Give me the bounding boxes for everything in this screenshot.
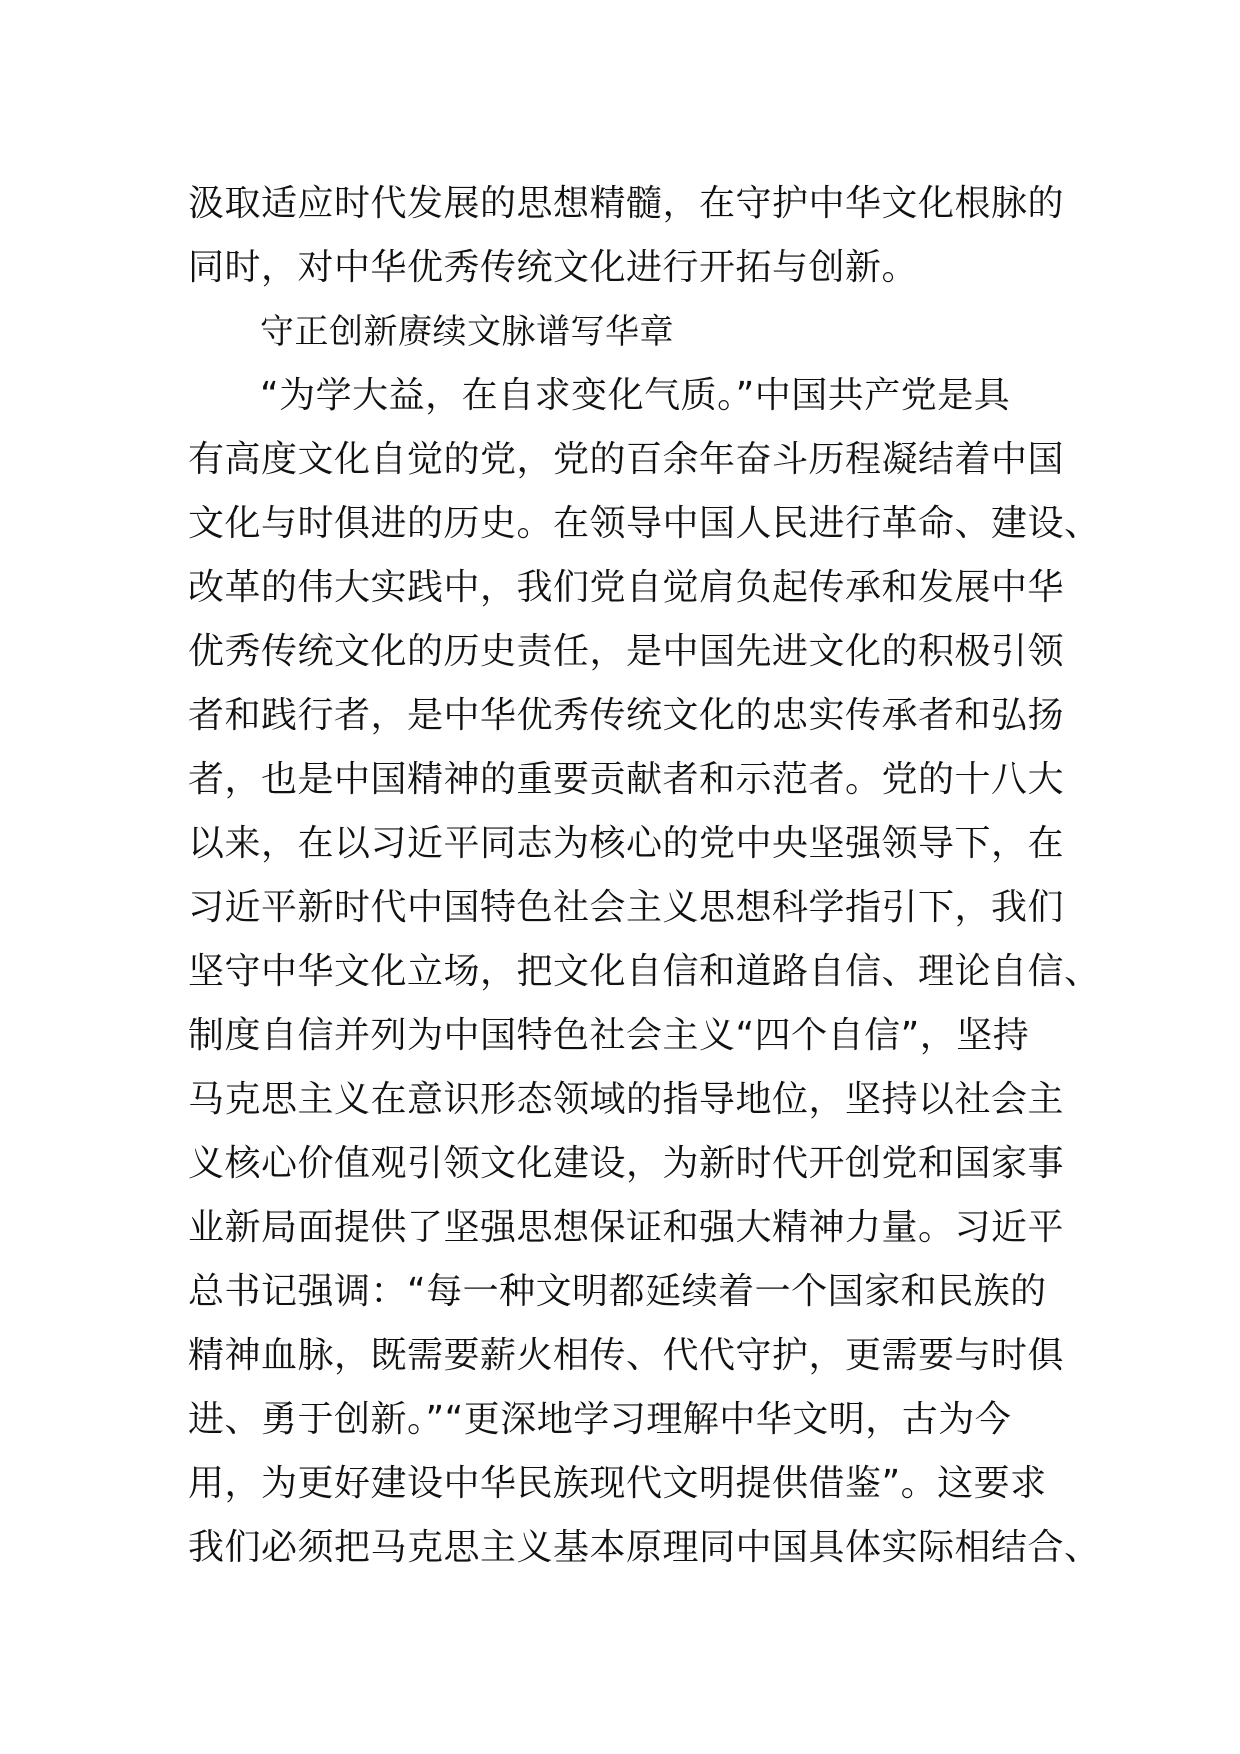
section-heading: 守正创新赓续文脉谱写华章 xyxy=(260,312,674,352)
text-line: 我们必须把马克思主义基本原理同中国具体实际相结合、 xyxy=(188,1527,1101,1568)
text-line: 有高度文化自觉的党，党的百余年奋斗历程凝结着中国 xyxy=(188,439,1065,480)
text-line: 制度自信并列为中国特色社会主义“四个自信”，坚持 xyxy=(188,1015,1030,1056)
document-body xyxy=(188,172,1101,1580)
text-line: 优秀传统文化的历史责任，是中国先进文化的积极引领 xyxy=(188,631,1065,672)
text-line: 习近平新时代中国特色社会主义思想科学指引下，我们 xyxy=(188,887,1065,928)
text-line: 改革的伟大实践中，我们党自觉肩负起传承和发展中华 xyxy=(188,567,1065,608)
text-line: 进、勇于创新。”“更深地学习理解中华文明，古为今 xyxy=(188,1399,1012,1440)
text-line: 文化与时俱进的历史。在领导中国人民进行革命、建设、 xyxy=(188,503,1101,544)
text-line: 精神血脉，既需要薪火相传、代代守护，更需要与时俱 xyxy=(188,1335,1065,1376)
text-line: 用，为更好建设中华民族现代文明提供借鉴”。这要求 xyxy=(188,1463,1047,1504)
text-line: 汲取适应时代发展的思想精髓，在守护中华文化根脉的 xyxy=(188,183,1065,224)
text-line: 义核心价值观引领文化建设，为新时代开创党和国家事 xyxy=(188,1143,1065,1184)
text-line: 者，也是中国精神的重要贡献者和示范者。党的十八大 xyxy=(188,759,1065,800)
text-line: 总书记强调：“每一种文明都延续着一个国家和民族的 xyxy=(188,1271,1047,1312)
text-line: 同时，对中华优秀传统文化进行开拓与创新。 xyxy=(188,247,919,288)
text-line: 以来，在以习近平同志为核心的党中央坚强领导下，在 xyxy=(188,823,1065,864)
text-line: 者和践行者，是中华优秀传统文化的忠实传承者和弘扬 xyxy=(188,695,1065,736)
text-line: 马克思主义在意识形态领域的指导地位，坚持以社会主 xyxy=(188,1079,1065,1120)
text-line: 坚守中华文化立场，把文化自信和道路自信、理论自信、 xyxy=(188,951,1101,992)
text-line: 业新局面提供了坚强思想保证和强大精神力量。习近平 xyxy=(188,1207,1065,1248)
text-line: “为学大益，在自求变化气质。”中国共产党是具 xyxy=(260,375,1011,416)
